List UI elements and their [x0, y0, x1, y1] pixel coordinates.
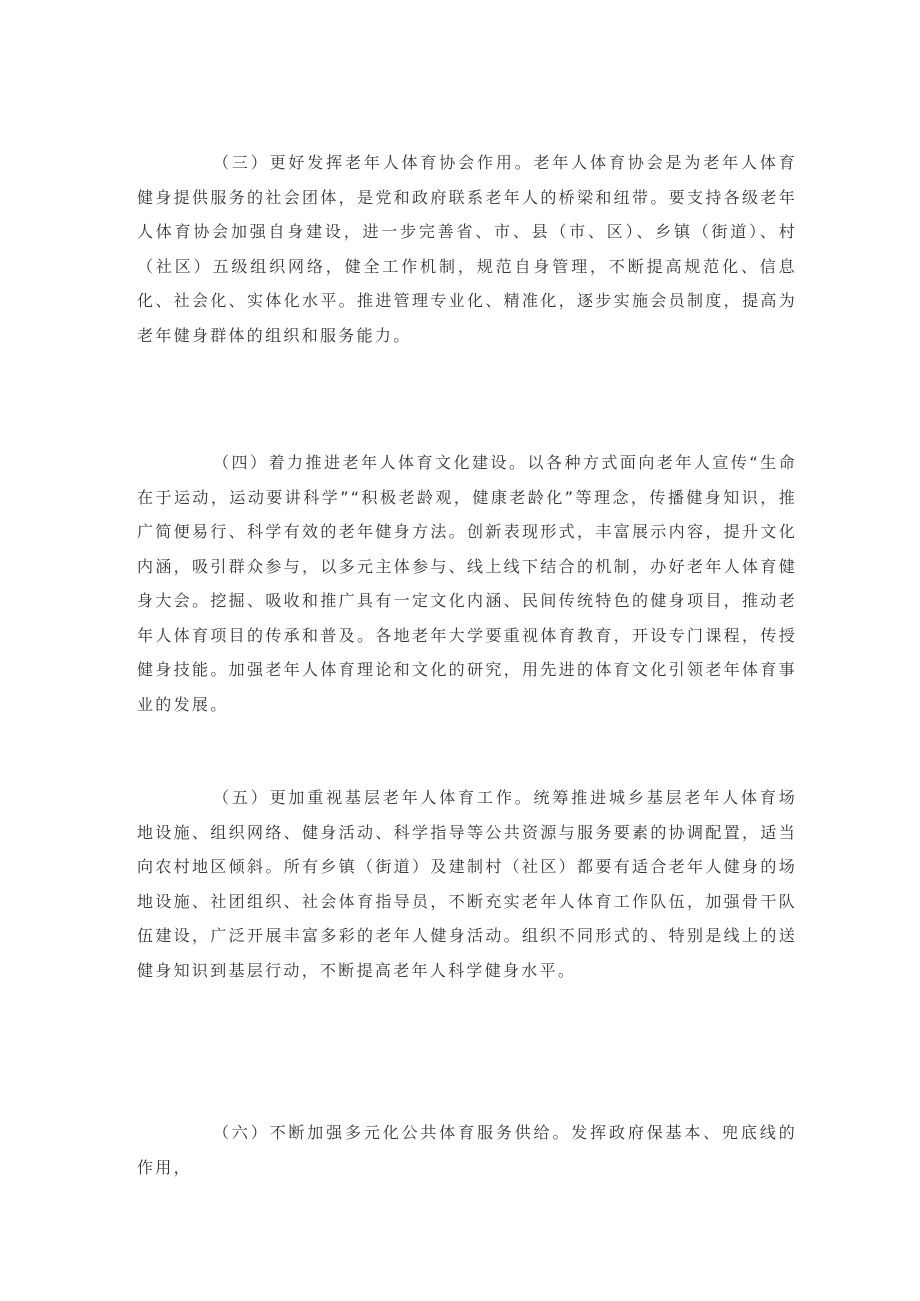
paragraph-5-grassroots-elderly-sports: （五）更加重视基层老年人体育工作。统筹推进城乡基层老年人体育场地设施、组织网络、健身活动、科学指导等公共资源与服务要素的协调配置，适当向农村地区倾斜。所有乡镇（街道）及建制村（社区）都要有适合老年人健身的场地设施、社团组织、社会体育指导员，不断充实老年人体育工作队伍，加强骨干队伍建设，广泛开展丰富多彩的老年人健身活动。组织不同形式的、特别是线上的送健身知识到基层行动，不断提高老年人科学健身水平。 [137, 788, 797, 980]
paragraph-3-elderly-sports-association: （三）更好发挥老年人体育协会作用。老年人体育协会是为老年人体育健身提供服务的社会团体，是党和政府联系老年人的桥梁和纽带。要支持各级老年人体育协会加强自身建设，进一步完善省、市、县（市、区）、乡镇（街道）、村（社区）五级组织网络，健全工作机制，规范自身管理，不断提高规范化、信息化、社会化、实体化水平。推进管理专业化、精准化，逐步实施会员制度，提高为老年健身群体的组织和服务能力。 [137, 153, 797, 345]
paragraph-4-elderly-sports-culture: （四）着力推进老年人体育文化建设。以各种方式面向老年人宣传“生命在于运动，运动要讲科学”“积极老龄观，健康老龄化”等理念，传播健身知识，推广简便易行、科学有效的老年健身方法。创新表现形式，丰富展示内容，提升文化内涵，吸引群众参与，以多元主体参与、线上线下结合的机制，办好老年人体育健身大会。挖掘、吸收和推广具有一定文化内涵、民间传统特色的健身项目，推动老年人体育项目的传承和普及。各地老年大学要重视体育教育，开设专门课程，传授健身技能。加强老年人体育理论和文化的研究，用先进的体育文化引领老年体育事业的发展。 [137, 453, 797, 714]
paragraph-6-public-sports-services: （六）不断加强多元化公共体育服务供给。发挥政府保基本、兜底线的作用， [137, 1123, 797, 1177]
